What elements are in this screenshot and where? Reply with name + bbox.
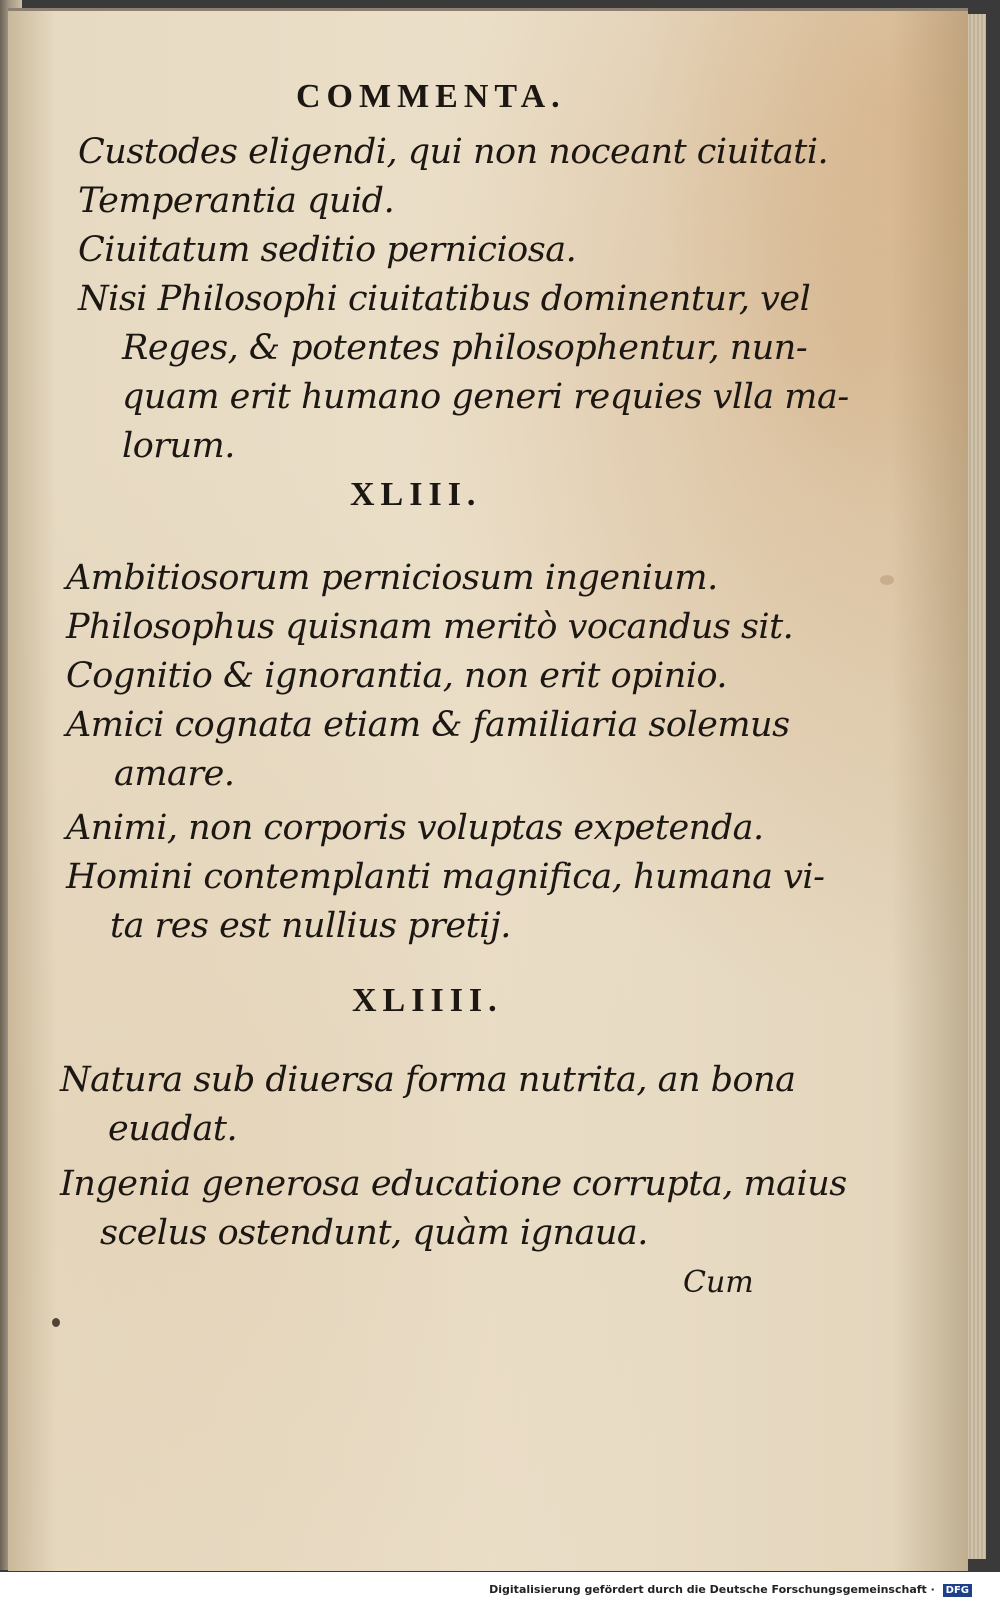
text-line: Ingenia generosa educatione corrupta, maius — [60, 1164, 847, 1204]
running-head: COMMENTA. — [296, 78, 566, 115]
text-line: Custodes eligendi, qui non noceant ciuitati. — [78, 132, 829, 172]
text-line: Cognitio & ignorantia, non erit opinio. — [66, 656, 728, 696]
text-line: Temperantia quid. — [78, 181, 395, 221]
text-line: Amici cognata etiam & familiaria solemus — [66, 705, 790, 745]
ink-spot — [52, 1318, 60, 1327]
text-line: euadat. — [108, 1109, 238, 1149]
catchword: Cum — [683, 1265, 754, 1300]
text-line: lorum. — [122, 426, 235, 466]
text-line: ta res est nullius pretij. — [110, 906, 511, 946]
text-line: scelus ostendunt, quàm ignaua. — [100, 1213, 648, 1253]
text-line: quam erit humano generi requies vlla ma- — [122, 377, 849, 417]
dfg-logo: DFG — [943, 1584, 972, 1597]
text-line: Nisi Philosophi ciuitatibus dominentur, vel — [78, 279, 811, 319]
text-line: Natura sub diuersa forma nutrita, an bona — [60, 1060, 796, 1100]
credit-text: Digitalisierung gefördert durch die Deutsche Forschungsgemeinschaft · — [489, 1583, 935, 1596]
stain-spot — [880, 575, 894, 585]
text-line: Ambitiosorum perniciosum ingenium. — [66, 558, 718, 598]
text-line: Reges, & potentes philosophentur, nun- — [122, 328, 808, 368]
page-edges — [968, 14, 986, 1559]
digitization-credit — [489, 1583, 972, 1597]
text-line: Animi, non corporis voluptas expetenda. — [66, 808, 764, 848]
section-heading-xliiii: XLIIII. — [352, 982, 503, 1019]
text-line: Philosophus quisnam meritò vocandus sit. — [66, 607, 794, 647]
text-line: Homini contemplanti magnifica, humana vi- — [66, 857, 825, 897]
text-line: Ciuitatum seditio perniciosa. — [78, 230, 577, 270]
section-heading-xliii: XLIII. — [350, 476, 482, 513]
text-line: amare. — [114, 754, 235, 794]
